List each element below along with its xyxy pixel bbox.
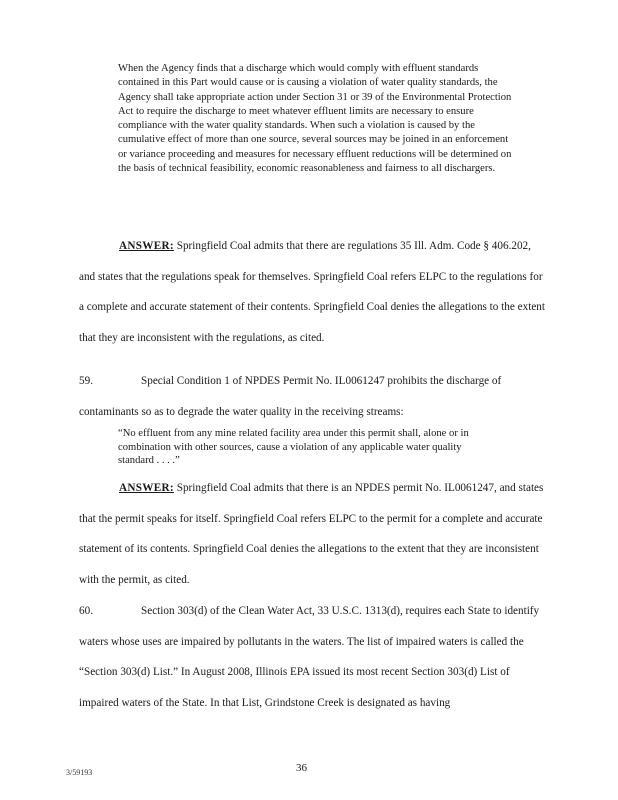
answer-text: Springfield Coal admits that there are regulations 35 Ill. Adm. Code § 406.202, and states that the regulations speak for themselves. Springfield Coal refers ELPC to the regulations for a complete and accurate statement of their contents. Springfield Coal denies the allegations to the extent that they are inconsistent with the regulations, as cited. (79, 240, 545, 344)
paragraph-number: 59. (79, 375, 93, 387)
answer-label: ANSWER: (119, 240, 174, 252)
answer-paragraph-2 (79, 473, 549, 595)
answer-text: Springfield Coal admits that there is an NPDES permit No. IL0061247, and states that the permit speaks for itself. Springfield Coal refers ELPC to the permit for a complete and accurate statement of its contents. Springfield Coal denies the allegations to the extent that they are inconsistent with the permit, as cited. (79, 482, 544, 586)
paragraph-text: Section 303(d) of the Clean Water Act, 33 U.S.C. 1313(d), requires each State to identify waters whose uses are impaired by pollutants in the waters. The list of impaired waters is called the “Section 303(d) List.” In August 2008, Illinois EPA issued its most recent Section 303(d) List of impaired waters of the State. In that List, Grindstone Creek is designated as having (79, 605, 540, 709)
answer-label: ANSWER: (119, 482, 174, 494)
answer-paragraph-1 (79, 231, 549, 353)
quoted-permit-condition: “No effluent from any mine related facility area under this permit shall, alone or in combination with other sources, cause a violation of any applicable water quality standard . . . .” (118, 428, 469, 466)
page-number: 36 (296, 762, 307, 774)
footer-document-id: 3/59193 (66, 768, 93, 777)
paragraph-text: Special Condition 1 of NPDES Permit No. IL0061247 prohibits the discharge of contaminants so as to degrade the water quality in the receiving streams: (79, 375, 502, 418)
paragraph-59 (79, 366, 549, 427)
quoted-regulation: When the Agency finds that a discharge which would comply with effluent standards contained in this Part would cause or is causing a violation of water quality standards, the Agency shall take appropriate action under Section 31 or 39 of the Environmental Protection Act to require the discharge to meet whatever effluent limits are necessary to ensure compliance with the water quality standards. When such a violation is caused by the cumulative effect of more than one source, several sources may be joined in an enforcement or variance proceeding and measures for necessary effluent reductions will be determined on the basis of technical feasibility, economic reasonableness and fairness to all dischargers. (118, 63, 512, 175)
paragraph-60 (79, 596, 549, 718)
paragraph-number: 60. (79, 605, 93, 617)
